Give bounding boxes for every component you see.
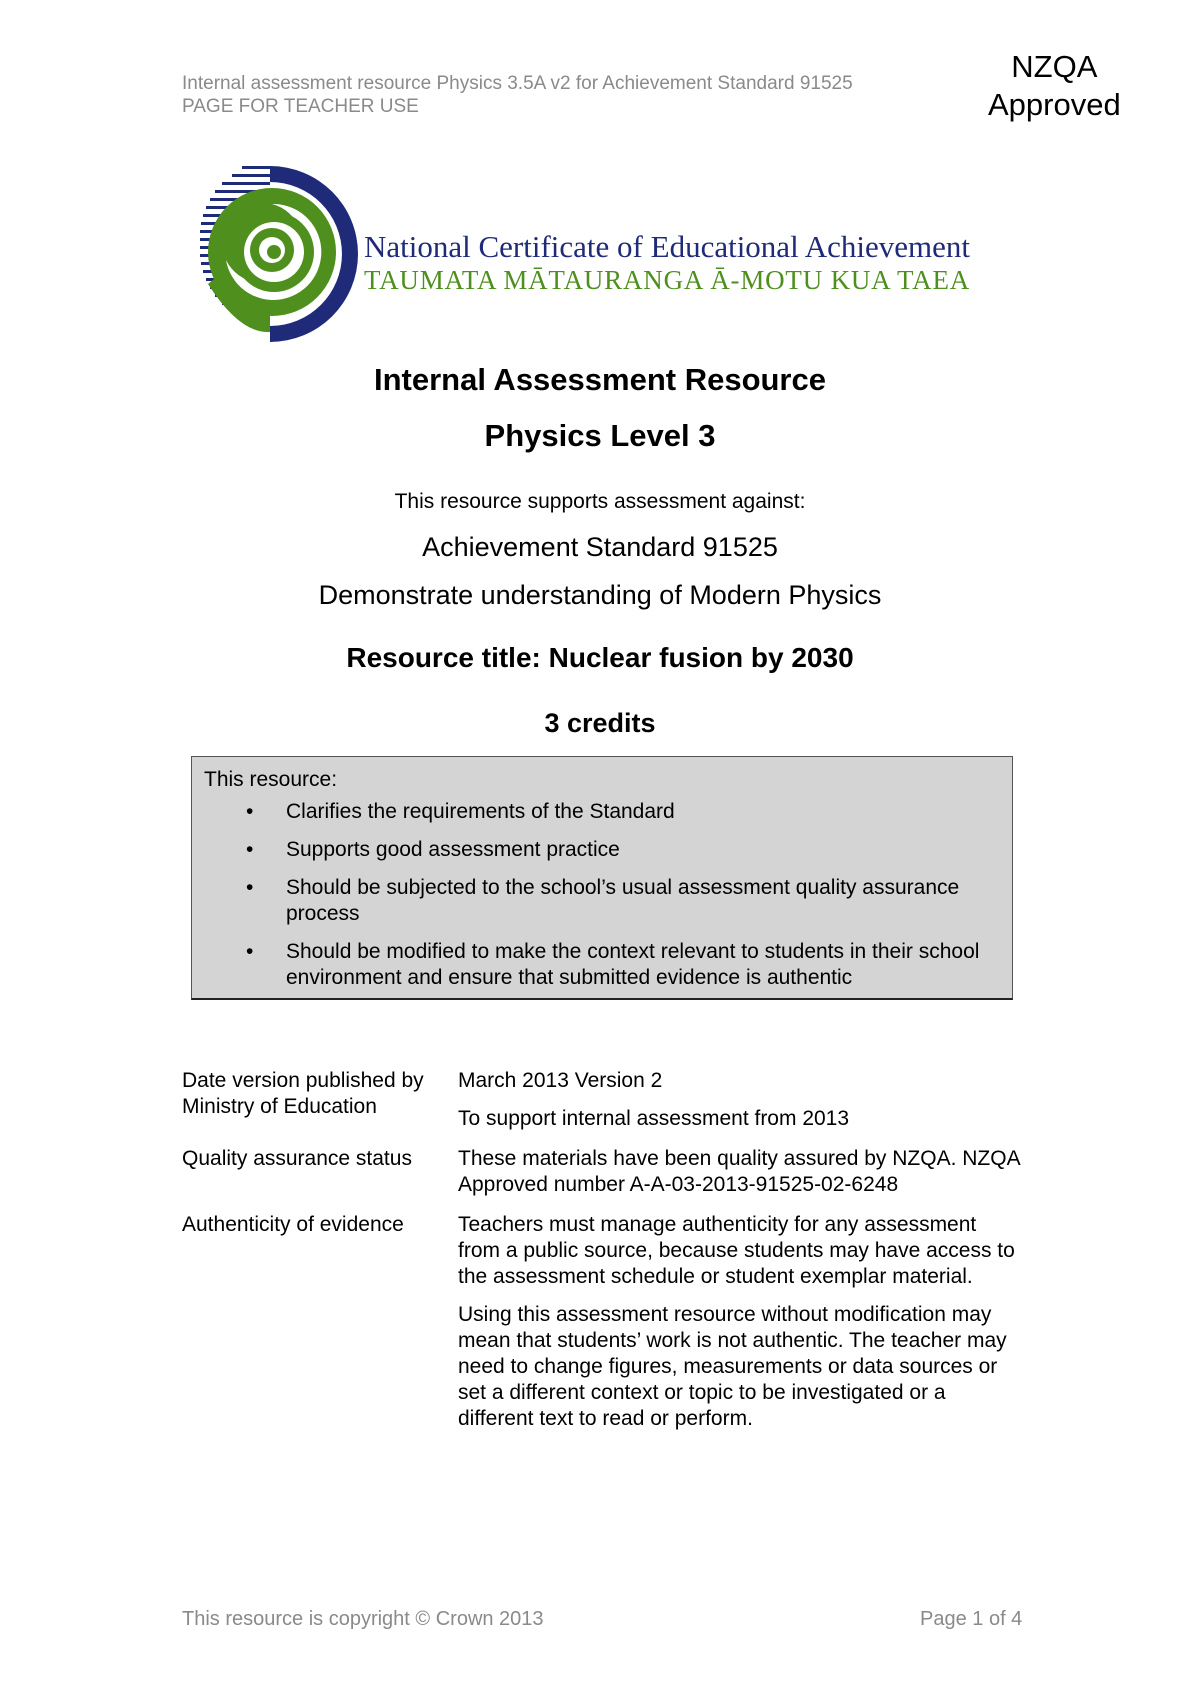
ncea-logo bbox=[200, 164, 1020, 344]
supports-text: This resource supports assessment against: bbox=[394, 490, 806, 513]
authenticity-text-2: Using this assessment resource without modification may mean that students’ work is not authentic. The teacher may need to change figures, measurements or data sources or set a different context or topic to be investigated or a different text to read or perform. bbox=[458, 1303, 1007, 1430]
document-header bbox=[182, 72, 853, 118]
list-item bbox=[204, 939, 1000, 991]
qa-status-value bbox=[458, 1146, 1022, 1198]
list-item-text: Clarifies the requirements of the Standard bbox=[286, 800, 675, 823]
approved-word: Approved bbox=[988, 87, 1121, 122]
ncea-maori-name: TAUMATA MĀTAURANGA Ā-MOTU KUA TAEA bbox=[364, 265, 971, 295]
qa-status-label: Quality assurance status bbox=[182, 1147, 412, 1170]
bullet-icon: • bbox=[246, 800, 254, 823]
list-item-text: Should be modified to make the context relevant to students in their school environment and ensure that submitted evidence is authentic bbox=[286, 940, 980, 989]
list-item bbox=[204, 875, 1000, 927]
standard-title: Demonstrate understanding of Modern Physics bbox=[318, 580, 882, 610]
page-title: Internal Assessment Resource bbox=[374, 362, 826, 397]
bullet-icon: • bbox=[246, 876, 254, 899]
resource-bullet-list bbox=[204, 799, 1000, 991]
list-item-text: Supports good assessment practice bbox=[286, 838, 620, 861]
header-teacher-use: PAGE FOR TEACHER USE bbox=[182, 96, 419, 117]
table-row bbox=[182, 1068, 1022, 1132]
authenticity-value bbox=[458, 1212, 1022, 1432]
resource-info-box bbox=[191, 756, 1013, 1000]
bullet-icon: • bbox=[246, 940, 254, 963]
standard-number: Achievement Standard 91525 bbox=[422, 532, 778, 562]
nzqa-approved-stamp bbox=[988, 48, 1121, 124]
metadata-table bbox=[182, 1068, 1022, 1446]
list-item-text: Should be subjected to the school’s usual assessment quality assurance process bbox=[286, 876, 960, 925]
approved-nzqa: NZQA bbox=[1011, 49, 1098, 84]
resource-title: Resource title: Nuclear fusion by 2030 bbox=[346, 642, 854, 673]
authenticity-label: Authenticity of evidence bbox=[182, 1213, 404, 1236]
list-item bbox=[204, 837, 1000, 863]
subject-level: Physics Level 3 bbox=[484, 418, 716, 453]
date-published-label: Date version published by Ministry of Education bbox=[182, 1069, 424, 1118]
page-number: Page 1 of 4 bbox=[920, 1608, 1023, 1630]
support-from-text: To support internal assessment from 2013 bbox=[458, 1107, 850, 1130]
date-published-value bbox=[458, 1068, 1022, 1132]
ncea-english-name: National Certificate of Educational Achievement bbox=[364, 229, 970, 264]
qa-status-text: These materials have been quality assured by NZQA. NZQA Approved number A-A-03-2013-91525-02-6248 bbox=[458, 1147, 1020, 1196]
header-resource-line: Internal assessment resource Physics 3.5A v2 for Achievement Standard 91525 bbox=[182, 73, 853, 94]
version-text: March 2013 Version 2 bbox=[458, 1069, 663, 1092]
box-intro: This resource: bbox=[204, 768, 338, 791]
bullet-icon: • bbox=[246, 838, 254, 861]
copyright-footer: This resource is copyright © Crown 2013 bbox=[182, 1608, 544, 1630]
authenticity-text-1: Teachers must manage authenticity for any assessment from a public source, because students may have access to the assessment schedule or student exemplar material. bbox=[458, 1213, 1015, 1288]
credits: 3 credits bbox=[544, 708, 656, 738]
table-row bbox=[182, 1212, 1022, 1432]
list-item bbox=[204, 799, 1000, 825]
ncea-koru-icon bbox=[200, 164, 360, 344]
table-row bbox=[182, 1146, 1022, 1198]
